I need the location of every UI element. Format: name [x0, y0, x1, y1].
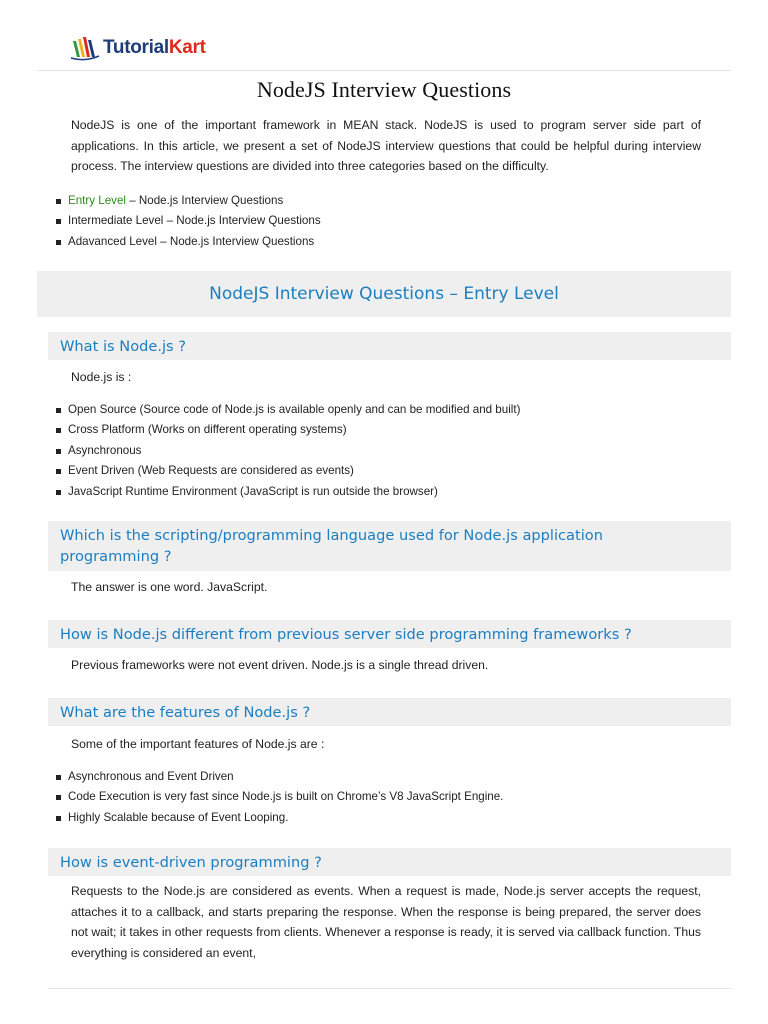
- logo-bars-icon: [70, 35, 100, 61]
- list-item: [56, 420, 520, 440]
- question-text-line-1: Which is the scripting/programming language used for Node.js application: [60, 527, 603, 544]
- list-item: [56, 482, 520, 502]
- list-item-text: JavaScript Runtime Environment (JavaScript is run outside the browser): [68, 484, 438, 498]
- answer-bullet-list: [56, 767, 503, 828]
- question-text: What are the features of Node.js ?: [60, 704, 311, 721]
- section-title: NodeJS Interview Questions – Entry Level: [209, 284, 559, 304]
- list-item-text: Code Execution is very fast since Node.js is built on Chrome’s V8 JavaScript Engine.: [68, 790, 504, 804]
- bullet-icon: [56, 428, 61, 433]
- list-item-text: Asynchronous: [68, 443, 142, 457]
- question-heading: [48, 848, 731, 876]
- answer-text: Node.js is :: [71, 370, 132, 384]
- question-heading: [48, 698, 731, 726]
- list-item: [56, 461, 520, 481]
- list-item: [56, 400, 520, 420]
- question-text: How is event-driven programming ?: [60, 854, 322, 871]
- toc-item-entry: [56, 191, 321, 211]
- toc-item-text: Intermediate Level – Node.js Interview Questions: [68, 214, 321, 228]
- list-item: [56, 441, 520, 461]
- answer-text: Some of the important features of Node.js are :: [71, 737, 325, 751]
- bullet-icon: [56, 240, 61, 245]
- answer-bullet-list: [56, 400, 520, 502]
- list-item: [56, 808, 503, 828]
- question-heading: [48, 332, 731, 360]
- logo-text-main: Tutorial: [103, 37, 169, 58]
- intro-paragraph: NodeJS is one of the important framework in MEAN stack. NodeJS is used to program server side part of applications. In this article, we present a set of NodeJS interview questions that could be helpful during interview process. The interview questions are divided into three categories based on the difficulty.: [71, 118, 701, 174]
- bullet-icon: [56, 490, 61, 495]
- list-item-text: Highly Scalable because of Event Looping.: [68, 810, 289, 824]
- logo-text: [103, 37, 206, 59]
- question-text-line-2: programming ?: [60, 548, 172, 565]
- bullet-icon: [56, 816, 61, 821]
- bullet-icon: [56, 795, 61, 800]
- bullet-icon: [56, 219, 61, 224]
- bullet-icon: [56, 449, 61, 454]
- bullet-icon: [56, 408, 61, 413]
- logo-text-accent: Kart: [168, 37, 206, 58]
- list-item-text: Cross Platform (Works on different operating systems): [68, 423, 347, 437]
- bullet-icon: [56, 469, 61, 474]
- toc-item-advanced: [56, 232, 321, 252]
- bullet-icon: [56, 199, 61, 204]
- toc-item-text: – Node.js Interview Questions: [126, 194, 284, 207]
- answer-text: Previous frameworks were not event driven. Node.js is a single thread driven.: [71, 658, 489, 672]
- answer-text: The answer is one word. JavaScript.: [71, 580, 268, 594]
- answer-paragraph: Requests to the Node.js are considered as events. When a request is made, Node.js server accepts the request, attaches it to a callback, and starts preparing the response. When the response is being prepared, the server does not wait; it takes in other requests from clients. Whenever a response is ready, it is served via callback function. Thus everything is considered an event,: [71, 884, 701, 960]
- site-header: [38, 32, 731, 71]
- list-item-text: Asynchronous and Event Driven: [68, 770, 234, 783]
- list-item-text: Event Driven (Web Requests are considered as events): [68, 464, 354, 478]
- section-banner: [37, 271, 731, 317]
- tutorialkart-logo[interactable]: [70, 35, 206, 61]
- question-text: What is Node.js ?: [60, 338, 187, 355]
- page-title: NodeJS Interview Questions: [256, 77, 512, 102]
- page-divider: [48, 988, 731, 989]
- toc-item-intermediate: [56, 211, 321, 231]
- toc-item-text: Adavanced Level – Node.js Interview Questions: [68, 234, 315, 248]
- question-heading: [48, 521, 731, 571]
- list-item-text: Open Source (Source code of Node.js is available openly and can be modified and built): [68, 403, 521, 416]
- list-item: [56, 787, 503, 807]
- question-text: How is Node.js different from previous server side programming frameworks ?: [60, 626, 632, 643]
- toc-list: [56, 191, 321, 252]
- toc-link-entry-level[interactable]: Entry Level: [68, 194, 126, 207]
- question-heading: [48, 620, 731, 648]
- bullet-icon: [56, 775, 61, 780]
- list-item: [56, 767, 503, 787]
